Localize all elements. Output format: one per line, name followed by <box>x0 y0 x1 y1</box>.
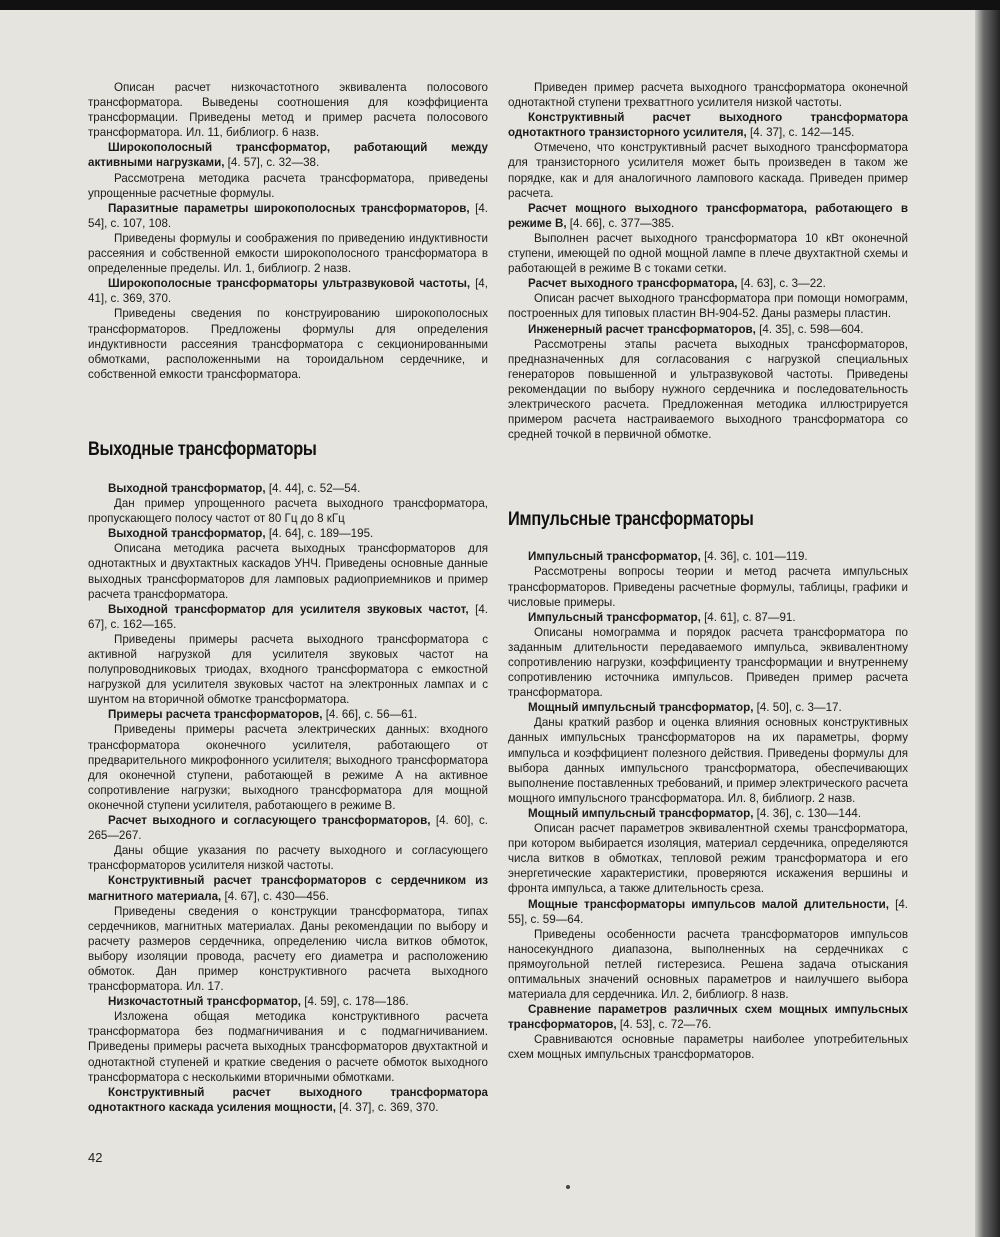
entry-reference: [4. 54], с. 107, 108. <box>88 201 488 230</box>
entry-heading <box>88 201 488 231</box>
entry-heading <box>508 110 908 140</box>
bibliography-entry <box>88 201 488 276</box>
entry-reference: [4. 67], с. 430—456. <box>221 889 329 903</box>
entry-reference: [4, 41], с. 369, 370. <box>88 277 488 306</box>
entry-heading <box>508 806 908 821</box>
entry-reference: [4. 66], с. 377—385. <box>566 216 675 230</box>
entry-annotation: Даны общие указания по расчету выходного и согласующего трансформаторов усилителя низкой частоты. <box>88 844 488 873</box>
bibliography-entry <box>88 140 488 200</box>
entry-reference: [4. 37], с. 142—145. <box>746 126 855 140</box>
entry-title: Расчет мощного выходного трансформатора, работающего в режиме В, <box>508 201 908 230</box>
section-spacer <box>88 457 488 481</box>
bibliography-entry <box>88 276 488 382</box>
entry-reference: [4. 44], с. 52—54. <box>265 481 361 495</box>
bibliography-entry <box>508 110 908 201</box>
entry-title: Конструктивный расчет выходного трансформатора однотактного каскада усиления мощности, <box>88 1085 488 1114</box>
entry-heading <box>88 707 488 722</box>
entry-title: Сравнение параметров различных схем мощных импульсных трансформаторов, <box>508 1003 908 1032</box>
entry-reference: [4. 57], с. 32—38. <box>224 156 320 170</box>
entry-title: Низкочастотный трансформатор, <box>108 995 302 1009</box>
bibliography-entry <box>508 700 908 806</box>
entry-annotation: Приведены особенности расчета трансформаторов импульсов наносекундного диапазона, выполненных на сердечниках с прямоугольной петлей гистерезиса. Решена задача отыскания оптимальных значений основных параметров и наилучшего выбора материала для сердечника. Ил. 2, библиогр. 8 назв. <box>508 927 908 1002</box>
bibliography-entry <box>508 201 908 276</box>
entry-title: Расчет выходного трансформатора, <box>528 277 738 291</box>
entry-heading <box>88 276 488 306</box>
scan-right-border <box>975 10 1000 1237</box>
entry-reference: [4. 36], с. 101—119. <box>700 550 808 564</box>
entry-reference: [4. 63], с. 3—22. <box>737 277 826 291</box>
entry-title: Импульсный трансформатор, <box>528 550 701 564</box>
bibliography-entry <box>508 897 908 1003</box>
entry-reference: [4. 60], с. 265—267. <box>88 814 488 843</box>
entry-title: Выходной трансформатор, <box>108 481 266 495</box>
entry-annotation: Выполнен расчет выходного трансформатора 10 кВт оконечной ступени, имеющей по одной мощной лампе в плече двухтактной схемы и работающей в режиме В с токами сетки. <box>508 231 908 276</box>
entry-heading <box>508 201 908 231</box>
entry-annotation: Сравниваются основные параметры наиболее употребительных схем мощных импульсных трансформаторов. <box>508 1033 908 1062</box>
section-spacer <box>508 442 908 512</box>
entry-reference: [4. 61], с. 87—91. <box>700 610 796 624</box>
entry-heading <box>88 813 488 843</box>
entry-title: Выходной трансформатор для усилителя звуковых частот, <box>108 602 469 616</box>
entry-title: Импульсный трансформатор, <box>528 610 701 624</box>
entry-annotation: Описан расчет выходного трансформатора при помощи номограмм, построенных для типовых пластин ВН-904-52. Даны размеры пластин. <box>508 292 908 321</box>
intro-paragraph: Описан расчет низкочастотного эквивалента полосового трансформатора. Выведены соотношения для коэффициента трансформации. Приведены метод и пример расчета полосового трансформатора. Ил. 11, библиогр. 6 назв. <box>88 81 488 140</box>
scan-top-border <box>0 0 1000 10</box>
entry-title: Паразитные параметры широкополосных трансформаторов, <box>108 201 470 215</box>
entry-title: Инженерный расчет трансформаторов, <box>528 322 756 336</box>
entry-reference: [4. 37], с. 369, 370. <box>335 1100 439 1114</box>
entry-annotation: Дан пример упрощенного расчета выходного трансформатора, пропускающего полосу частот от 80 Гц до 8 кГц <box>88 497 488 526</box>
entry-annotation: Рассмотрены этапы расчета выходных трансформаторов, предназначенных для согласования с нагрузкой специальных генераторов повышенной и ультразвуковой частоты. Приведены рекомендации по выбору нужного сердечника и последовательность электрического расчета. Предложенная методика иллюстрируется примером расчета настраиваемого выходного трансформатора со средней точкой в первичной обмотке. <box>508 337 908 442</box>
entry-title: Широкополосный трансформатор, работающий между активными нагрузками, <box>88 141 488 170</box>
entry-heading <box>508 322 908 337</box>
entry-title: Примеры расчета трансформаторов, <box>108 708 323 722</box>
bibliography-entry <box>508 276 908 321</box>
entry-annotation: Приведены формулы и соображения по приведению индуктивности рассеяния и собственной емкости широкополосного трансформатора в определенные пределы. Ил. 1, библиогр. 2 назв. <box>88 231 488 276</box>
entry-annotation: Приведены сведения по конструированию широкополосных трансформаторов. Предложены формулы для определения индуктивности рассеяния трансформатора с секционированными обмотками, расположенными на тороидальном сердечнике, и собственной емкости трансформатора. <box>88 307 488 381</box>
entry-title: Расчет выходного и согласующего трансформаторов, <box>108 814 431 828</box>
entry-title: Мощный импульсный трансформатор, <box>528 806 754 820</box>
entry-annotation: Рассмотрена методика расчета трансформатора, приведены упрощенные расчетные формулы. <box>88 171 488 200</box>
entry-annotation: Рассмотрены вопросы теории и метод расчета импульсных трансформаторов. Приведены расчетные формулы, таблицы, графики и числовые примеры. <box>508 565 908 609</box>
entry-heading <box>88 526 488 541</box>
entry-title: Конструктивный расчет трансформаторов с сердечником из магнитного материала, <box>88 874 488 903</box>
entry-reference: [4. 53], с. 72—76. <box>616 1018 712 1032</box>
entry-annotation: Описана методика расчета выходных трансформаторов для однотактных и двухтактных каскадов УНЧ. Приведены основные данные выходных трансформаторов для ламповых радиоприемников и пример расчета трансформатора. <box>88 542 488 601</box>
entry-annotation: Даны краткий разбор и оценка влияния основных конструктивных данных импульсных трансформаторов на их параметры, форму импульса и коэффициент полезного действия. Приведены формулы для выбора данных импульсного трансформатора, обеспечивающих выполнение поставленных требований, и пример электрического расчета мощного импульсного трансформатора. Ил. 8, библиогр. 2 назв. <box>508 716 908 805</box>
entry-reference: [4. 59], с. 178—186. <box>301 995 409 1009</box>
entry-reference: [4. 64], с. 189—195. <box>265 527 374 541</box>
entry-heading <box>508 1002 908 1032</box>
entry-title: Конструктивный расчет выходного трансформатора однотактного транзисторного усилителя, <box>508 111 908 140</box>
entry-annotation: Приведены примеры расчета электрических данных: входного трансформатора оконечного усилителя, работающего от предварительного микрофонного усилителя; выходного трансформатора для оконечной ступени, работающей в режиме А на активное сопротивление нагрузки; выходного трансформатора для мощной оконечной ступени усилителя, работающего в режиме В. <box>88 723 488 812</box>
left-column <box>88 80 488 1115</box>
bibliography-entry <box>88 994 488 1085</box>
entry-heading <box>88 1085 488 1115</box>
ink-spot <box>566 1185 570 1189</box>
entry-title: Мощный импульсный трансформатор, <box>528 701 754 715</box>
entry-annotation: Приведены сведения о конструкции трансформатора, типах сердечников, магнитных материалах. Даны рекомендации по выбору и расчету размеров сердечника, определению числа витков обмоток, выбору изоляции провода, расчету его диаметра и расположению обмоток. Дан пример конструктивного расчета выходного трансформатора. Ил. 17. <box>88 904 488 994</box>
bibliography-entry <box>88 813 488 873</box>
entry-heading <box>88 602 488 632</box>
entry-annotation: Изложена общая методика конструктивного расчета трансформатора без подмагничивания и с подмагничиванием. Приведены примеры расчета выходных трансформаторов двухтактной и однотактной ступеней и краткие сведения о расчете обмоток выходного трансформатора с несколькими вторичными обмотками. <box>88 1010 488 1084</box>
intro-paragraph: Приведен пример расчета выходного трансформатора оконечной однотактной ступени трехваттного усилителя низкой частоты. <box>508 81 908 110</box>
section-spacer <box>508 527 908 549</box>
bibliography-entry <box>508 610 908 701</box>
entry-annotation: Приведены примеры расчета выходного трансформатора с активной нагрузкой для усилителя звуковых частот на полупроводниковых триодах, входного трансформатора с емкостной нагрузкой для усилителя звуковых частот на электронных лампах и с шунтом на вторичной обмотке трансформатора. <box>88 632 488 707</box>
bibliography-entry <box>88 873 488 994</box>
section-heading: Выходные трансформаторы <box>88 438 317 460</box>
bibliography-entry <box>88 481 488 526</box>
entry-reference: [4. 35], с. 598—604. <box>755 322 864 336</box>
bibliography-entry <box>88 526 488 601</box>
entry-reference: [4. 55], с. 59—64. <box>508 897 908 926</box>
entry-annotation: Отмечено, что конструктивный расчет выходного трансформатора для транзисторного усилителя может быть произведен в таком же порядке, как и для аналогичного лампового каскада. Приведен пример расчета. <box>508 141 908 200</box>
entry-heading <box>88 994 488 1009</box>
bibliography-entry <box>508 806 908 897</box>
entry-annotation: Описан расчет параметров эквивалентной схемы трансформатора, при котором выбирается изоляция, материал сердечника, определяются числа витков в обмотках, тепловой режим трансформатора и его энергетические характеристики, проверяются искажения вершины и фронта импульса, а также длительность среза. <box>508 822 908 896</box>
bibliography-entry <box>508 322 908 443</box>
bibliography-entry <box>88 602 488 708</box>
entry-title: Широкополосные трансформаторы ультразвуковой частоты, <box>108 277 471 291</box>
entry-heading <box>88 873 488 903</box>
entry-reference: [4. 66], с. 56—61. <box>322 708 418 722</box>
bibliography-entry <box>508 1002 908 1062</box>
entry-title: Мощные трансформаторы импульсов малой длительности, <box>528 897 889 911</box>
entry-reference: [4. 36], с. 130—144. <box>753 806 862 820</box>
bibliography-entry <box>88 707 488 813</box>
entry-title: Выходной трансформатор, <box>108 527 266 541</box>
entry-heading <box>508 549 908 564</box>
entry-annotation: Описаны номограмма и порядок расчета трансформатора по заданным длительности передаваемого импульса, эквивалентному сопротивлению нагрузки, коэффициенту трансформации и внутреннему сопротивлению источника импульсов. Приведен пример расчета трансформатора. <box>508 625 908 700</box>
entry-heading <box>88 481 488 496</box>
entry-heading <box>508 700 908 715</box>
section-heading: Импульсные трансформаторы <box>508 509 754 531</box>
bibliography-entry <box>88 1085 488 1115</box>
entry-reference: [4. 67], с. 162—165. <box>88 602 488 631</box>
entry-heading <box>508 897 908 927</box>
section-spacer <box>88 382 488 442</box>
bibliography-entry <box>508 549 908 609</box>
page-number: 42 <box>88 1150 103 1165</box>
entry-heading <box>508 610 908 625</box>
entry-heading <box>88 140 488 170</box>
right-column <box>508 80 908 1063</box>
entry-reference: [4. 50], с. 3—17. <box>753 701 842 715</box>
entry-heading <box>508 276 908 291</box>
